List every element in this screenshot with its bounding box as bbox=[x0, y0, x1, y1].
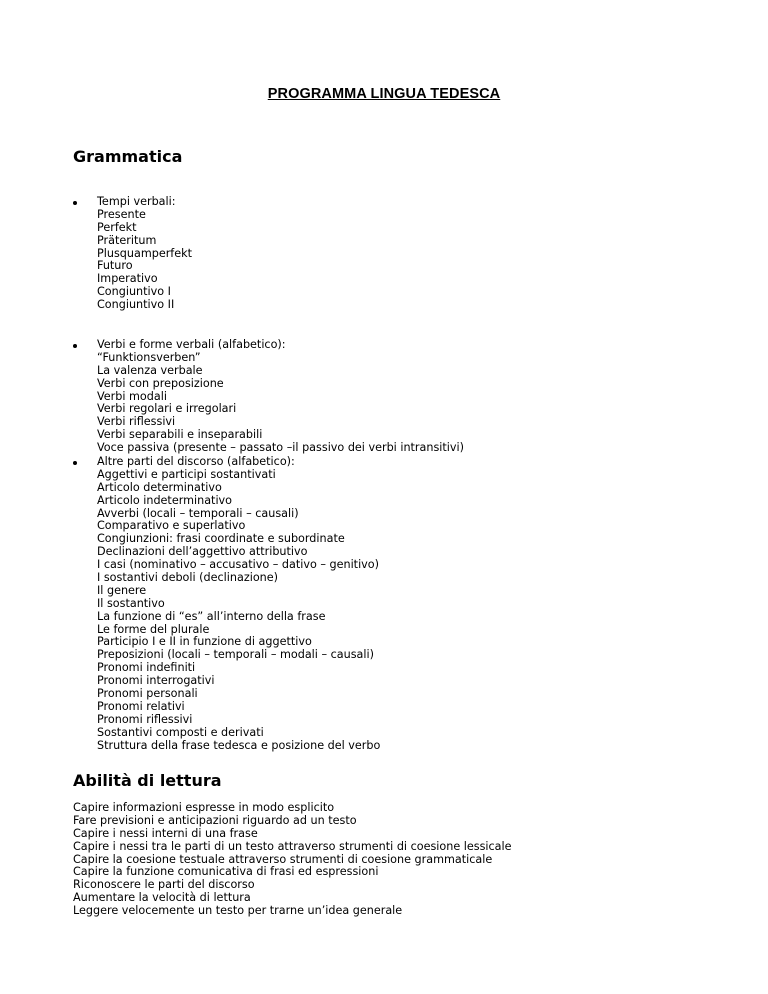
text-line: Participio I e II in funzione di aggettivo bbox=[97, 635, 312, 649]
text-line: Sostantivi composti e derivati bbox=[97, 725, 264, 739]
text-line: Verbi e forme verbali (alfabetico): bbox=[97, 338, 286, 351]
text-line: Il genere bbox=[97, 583, 147, 597]
text-line: Articolo determinativo bbox=[97, 480, 222, 494]
text-line: La valenza verbale bbox=[97, 363, 203, 377]
text-line: Plusquamperfekt bbox=[97, 246, 192, 260]
text-line: Perfekt bbox=[97, 220, 137, 234]
text-line: Aumentare la velocità di lettura bbox=[73, 891, 251, 905]
text-line: Verbi regolari e irregolari bbox=[97, 402, 237, 416]
section-heading-grammatica: Grammatica bbox=[73, 147, 183, 166]
text-line: Presente bbox=[97, 207, 146, 221]
text-line: Le forme del plurale bbox=[97, 622, 210, 636]
text-line: Declinazioni dell’aggettivo attributivo bbox=[97, 545, 308, 559]
section-heading-lettura: Abilità di lettura bbox=[73, 771, 222, 790]
text-line: Futuro bbox=[97, 259, 133, 273]
text-line: Tempi verbali: bbox=[97, 195, 176, 208]
text-line: Capire i nessi interni di una frase bbox=[73, 826, 258, 840]
text-line: Altre parti del discorso (alfabetico): bbox=[97, 455, 295, 468]
bullet-list-lines bbox=[97, 196, 192, 312]
text-line: Verbi con preposizione bbox=[97, 376, 224, 390]
text-line: Verbi separabili e inseparabili bbox=[97, 428, 263, 442]
text-line: Congiunzioni: frasi coordinate e subordinate bbox=[97, 532, 345, 546]
text-line: Pronomi relativi bbox=[97, 699, 185, 713]
text-line: Pronomi riflessivi bbox=[97, 712, 193, 726]
text-line: Fare previsioni e anticipazioni riguardo ad un testo bbox=[73, 813, 357, 827]
bullet-list-lines bbox=[97, 456, 380, 752]
text-line: I casi (nominativo – accusativo – dativo – genitivo) bbox=[97, 558, 380, 572]
text-line: Voce passiva (presente – passato –il passivo dei verbi intransitivi) bbox=[97, 441, 464, 455]
text-line: I sostantivi deboli (declinazione) bbox=[97, 571, 278, 585]
text-line: Verbi riflessivi bbox=[97, 415, 176, 429]
text-line: Capire la funzione comunicativa di frasi ed espressioni bbox=[73, 865, 379, 879]
text-line: Riconoscere le parti del discorso bbox=[73, 878, 255, 892]
text-line: Capire informazioni espresse in modo esplicito bbox=[73, 801, 335, 814]
bullet-icon bbox=[73, 201, 77, 205]
text-line: Pronomi interrogativi bbox=[97, 674, 215, 688]
bullet-icon bbox=[73, 344, 77, 348]
text-line: Verbi modali bbox=[97, 389, 167, 403]
text-line: Preposizioni (locali – temporali – modali – causali) bbox=[97, 648, 374, 662]
text-line: Congiuntivo I bbox=[97, 285, 171, 299]
bullet-icon bbox=[73, 461, 77, 465]
text-line: “Funktionsverben” bbox=[97, 350, 201, 364]
reading-skills-list bbox=[73, 802, 512, 918]
text-line: Capire i nessi tra le parti di un testo attraverso strumenti di coesione lessicale bbox=[73, 839, 512, 853]
text-line: Il sostantivo bbox=[97, 596, 165, 610]
text-line: Struttura della frase tedesca e posizione del verbo bbox=[97, 738, 381, 752]
text-line: Aggettivi e participi sostantivati bbox=[97, 467, 276, 481]
text-line: Articolo indeterminativo bbox=[97, 493, 233, 507]
text-line: Pronomi personali bbox=[97, 687, 198, 701]
text-line: Pronomi indefiniti bbox=[97, 661, 196, 675]
text-line: Präteritum bbox=[97, 233, 157, 247]
bullet-list-lines bbox=[97, 339, 464, 455]
text-line: Imperativo bbox=[97, 272, 158, 286]
text-line: La funzione di “es” all’interno della frase bbox=[97, 609, 326, 623]
text-line: Congiuntivo II bbox=[97, 298, 175, 312]
text-line: Comparativo e superlativo bbox=[97, 519, 246, 533]
document-title: PROGRAMMA LINGUA TEDESCA bbox=[267, 86, 501, 102]
text-line: Capire la coesione testuale attraverso strumenti di coesione grammaticale bbox=[73, 852, 493, 866]
text-line: Leggere velocemente un testo per trarne un’idea generale bbox=[73, 904, 403, 918]
text-line: Avverbi (locali – temporali – causali) bbox=[97, 506, 299, 520]
